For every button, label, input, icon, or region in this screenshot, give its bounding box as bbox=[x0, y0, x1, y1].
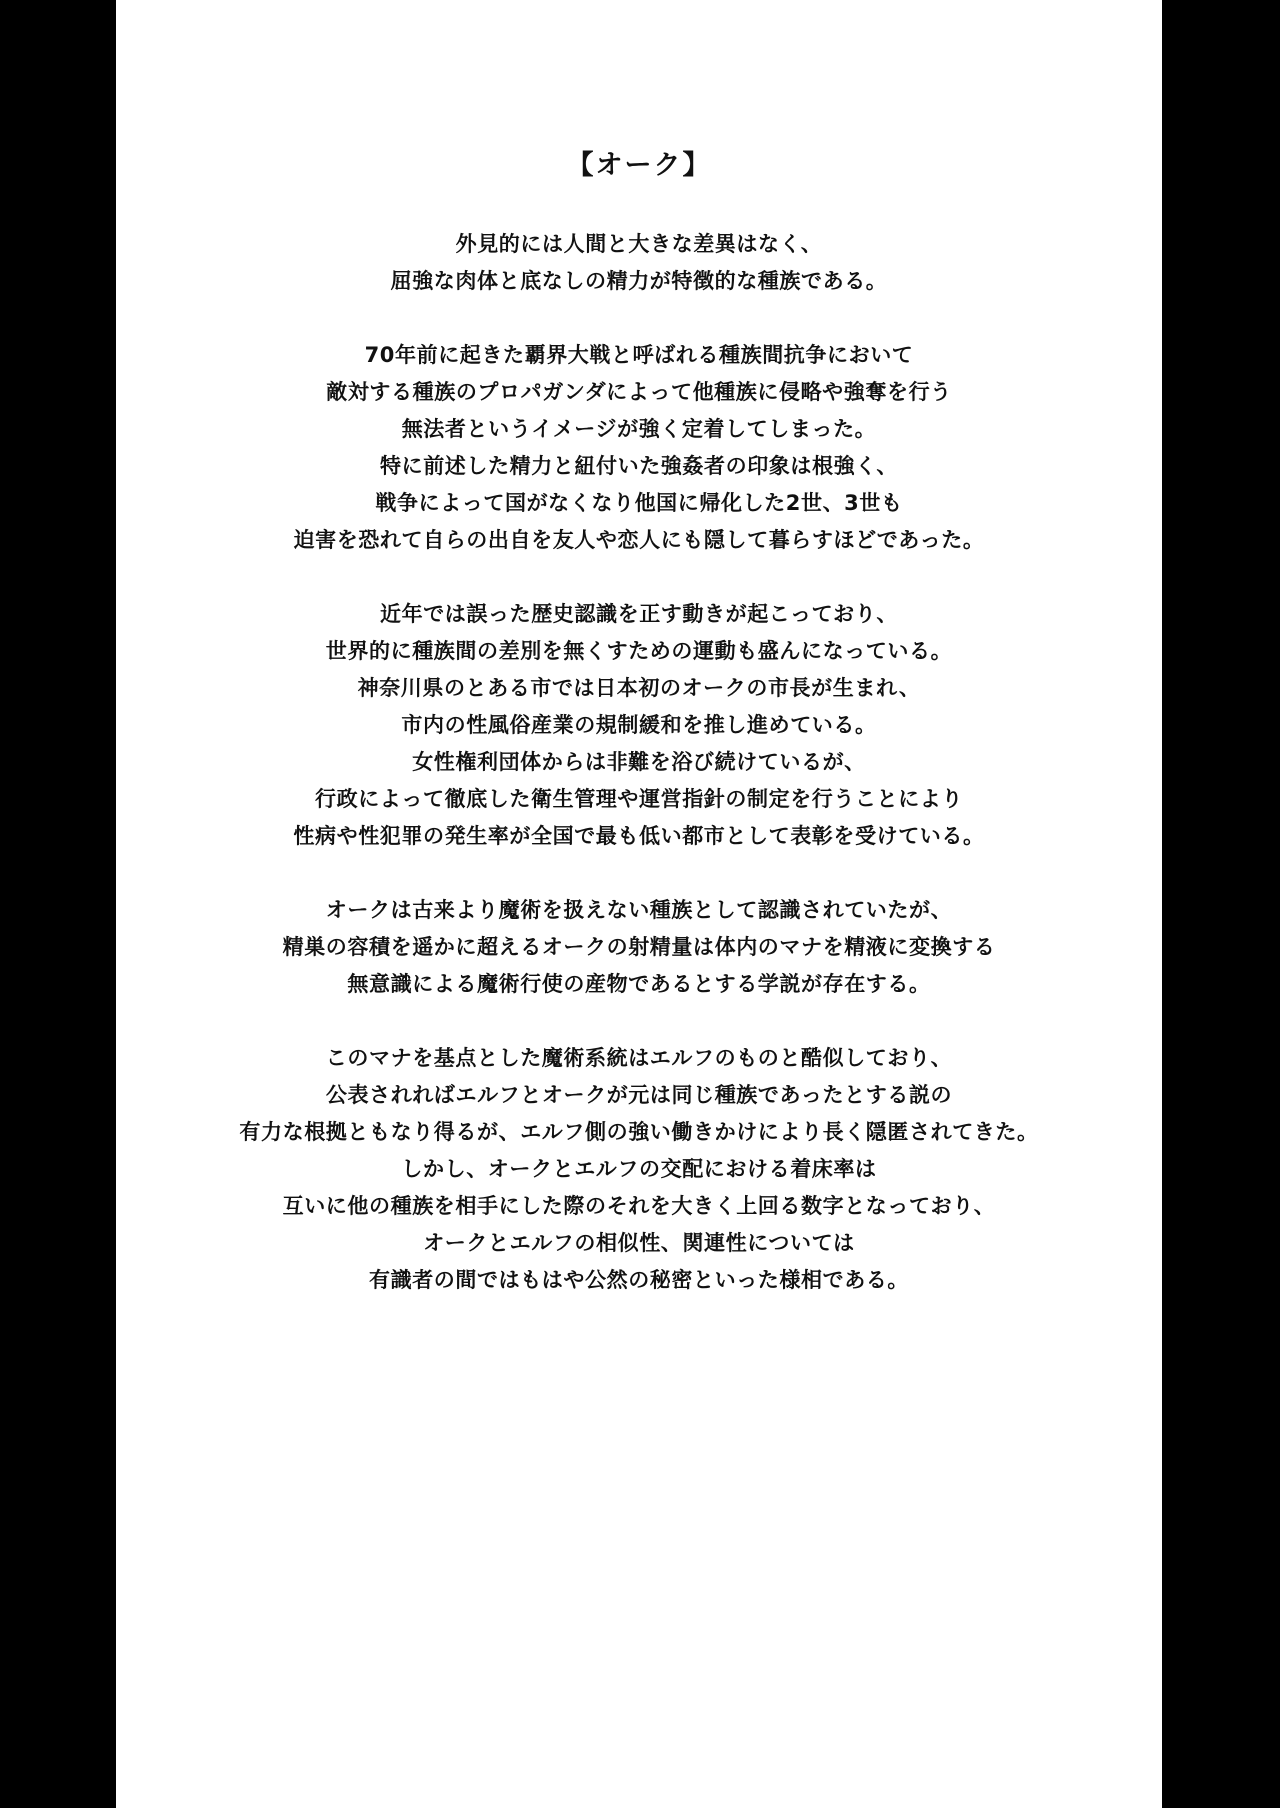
text-line: 敵対する種族のプロパガンダによって他種族に侵略や強奪を行う bbox=[326, 380, 952, 404]
text-line: 70年前に起きた覇界大戦と呼ばれる種族間抗争において bbox=[364, 343, 914, 367]
text-line: 行政によって徹底した衛生管理や運営指針の制定を行うことにより bbox=[315, 787, 963, 811]
text-line: 無法者というイメージが強く定着してしまった。 bbox=[401, 417, 877, 441]
text-line: 市内の性風俗産業の規制緩和を推し進めている。 bbox=[401, 713, 877, 737]
paragraph bbox=[116, 596, 1162, 855]
text-line: オークは古来より魔術を扱えない種族として認識されていたが、 bbox=[325, 898, 953, 922]
text-line: 女性権利団体からは非難を浴び続けているが、 bbox=[412, 750, 866, 774]
paragraph-list bbox=[116, 226, 1162, 1299]
text-line: 世界的に種族間の差別を無くすための運動も盛んになっている。 bbox=[325, 639, 953, 663]
text-line: しかし、オークとエルフの交配における着床率は bbox=[401, 1157, 877, 1181]
text-line: 性病や性犯罪の発生率が全国で最も低い都市として表彰を受けている。 bbox=[293, 824, 985, 848]
paragraph bbox=[116, 892, 1162, 1003]
document-title: 【オーク】 bbox=[566, 150, 712, 181]
paragraph bbox=[116, 226, 1162, 300]
text-line: 無意識による魔術行使の産物であるとする学説が存在する。 bbox=[347, 972, 931, 996]
text-line: 外見的には人間と大きな差異はなく、 bbox=[455, 232, 823, 256]
text-line: このマナを基点とした魔術系統はエルフのものと酷似しており、 bbox=[325, 1046, 953, 1070]
text-line: 有力な根拠ともなり得るが、エルフ側の強い働きかけにより長く隠匿されてきた。 bbox=[239, 1120, 1039, 1144]
document-body bbox=[116, 146, 1162, 1336]
text-line: 公表されればエルフとオークが元は同じ種族であったとする説の bbox=[325, 1083, 953, 1107]
text-line: オークとエルフの相似性、関連性については bbox=[423, 1231, 855, 1255]
document-page bbox=[116, 0, 1162, 1808]
paragraph bbox=[116, 337, 1162, 559]
text-line: 特に前述した精力と紐付いた強姦者の印象は根強く、 bbox=[380, 454, 898, 478]
text-line: 迫害を恐れて自らの出自を友人や恋人にも隠して暮らすほどであった。 bbox=[293, 528, 985, 552]
text-line: 屈強な肉体と底なしの精力が特徴的な種族である。 bbox=[390, 269, 888, 293]
text-line: 戦争によって国がなくなり他国に帰化した2世、3世も bbox=[375, 491, 903, 515]
text-line: 精巣の容積を遥かに超えるオークの射精量は体内のマナを精液に変換する bbox=[282, 935, 996, 959]
text-line: 近年では誤った歴史認識を正す動きが起こっており、 bbox=[380, 602, 898, 626]
text-line: 有識者の間ではもはや公然の秘密といった様相である。 bbox=[369, 1268, 909, 1292]
paragraph bbox=[116, 1040, 1162, 1299]
text-line: 神奈川県のとある市では日本初のオークの市長が生まれ、 bbox=[357, 676, 921, 700]
text-line: 互いに他の種族を相手にした際のそれを大きく上回る数字となっており、 bbox=[282, 1194, 996, 1218]
